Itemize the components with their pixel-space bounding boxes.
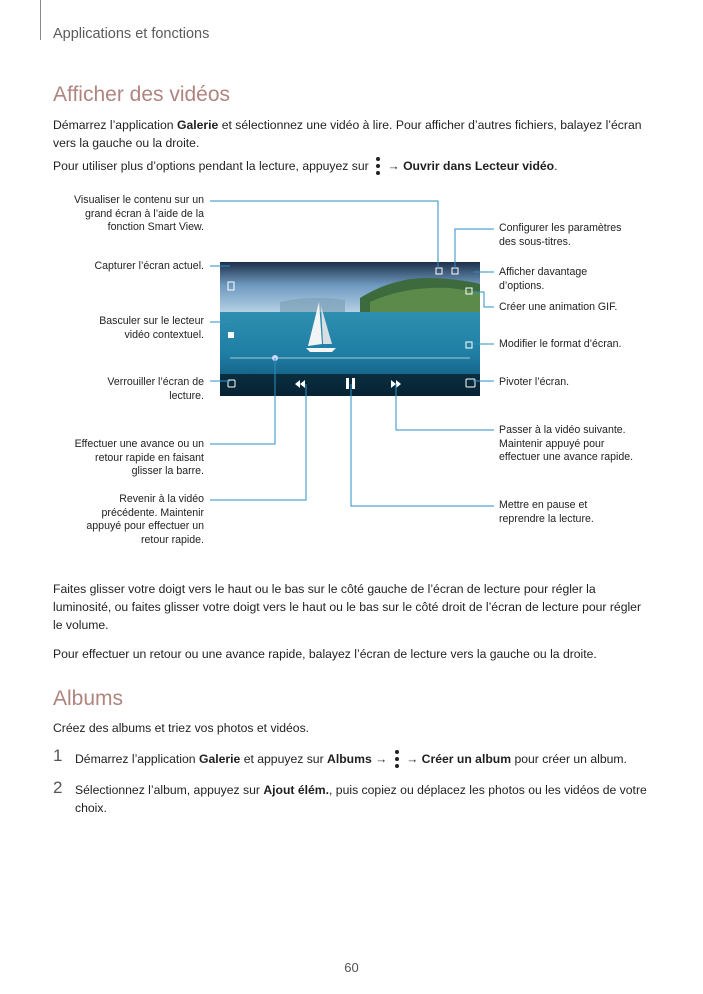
more-options-icon [394,750,400,768]
page-header: Applications et fonctions [53,26,210,42]
callout-line-previous [210,384,306,500]
section-title-albums: Albums [53,687,124,710]
callout-seek: Effectuer une avance ou un retour rapide en faisant glisser la barre. [74,438,204,477]
paragraph-albums-intro: Créez des albums et triez vos photos et vidéos. [53,721,310,735]
callout-gif: Créer une animation GIF. [499,301,618,313]
callout-rotate: Pivoter l’écran. [499,376,570,388]
video-player-screenshot [220,262,480,396]
callout-ratio: Modifier le format d’écran. [499,338,622,350]
callout-more: Afficher davantage d’options. [499,266,588,292]
callout-line-smart-view [210,201,438,268]
paragraph-options: Pour utiliser plus d’options pendant la lecture, appuyez sur → Ouvrir dans Lecteur vidéo. [53,159,558,173]
callout-smart-view: Visualiser le contenu sur un grand écran à l’aide de la fonction Smart View. [74,194,204,233]
step-number-1: 1 [53,746,63,765]
callout-lock: Verrouiller l’écran de lecture. [107,376,204,402]
step-1-text: Démarrez l’application Galerie et appuyez sur Albums → → Créer un album pour créer un album. [75,752,627,766]
paragraph-brightness-volume: Faites glisser votre doigt vers le haut ou le bas sur le côté gauche de l’écran de lecture pour régler la luminosité, ou faites glisser votre doigt vers le haut ou le bas sur le côté droit de l’écran de lecture pour régler le volume. [53,582,642,632]
step-number-2: 2 [53,778,63,797]
video-frame-illustration [220,262,480,396]
page-number: 60 [344,960,359,975]
callout-pause: Mettre en pause et reprendre la lecture. [499,499,594,525]
section-title-videos: Afficher des vidéos [53,83,231,106]
callout-previous: Revenir à la vidéo précédente. Maintenir appuyé pour effectuer un retour rapide. [86,493,204,546]
callout-line-pause [351,384,494,506]
step-2-text: Sélectionnez l’album, appuyez sur Ajout élém., puis copiez ou déplacez les photos ou les vidéos de votre choix. [75,783,647,815]
paragraph-intro: Démarrez l’application Galerie et sélectionnez une vidéo à lire. Pour afficher d’autres fichiers, balayez l’écran vers la gauche ou la droite. [53,118,642,150]
callout-subtitles: Configurer les paramètres des sous-titres. [499,222,622,248]
callout-next: Passer à la vidéo suivante. Maintenir appuyé pour effectuer une avance rapide. [499,424,634,463]
header-rule [40,0,41,40]
callout-popup: Basculer sur le lecteur vidéo contextuel. [99,315,204,341]
more-options-icon [375,157,381,175]
paragraph-fast-forward: Pour effectuer un retour ou une avance rapide, balayez l’écran de lecture vers la gauche ou la droite. [53,647,597,661]
callout-capture: Capturer l’écran actuel. [94,260,204,272]
